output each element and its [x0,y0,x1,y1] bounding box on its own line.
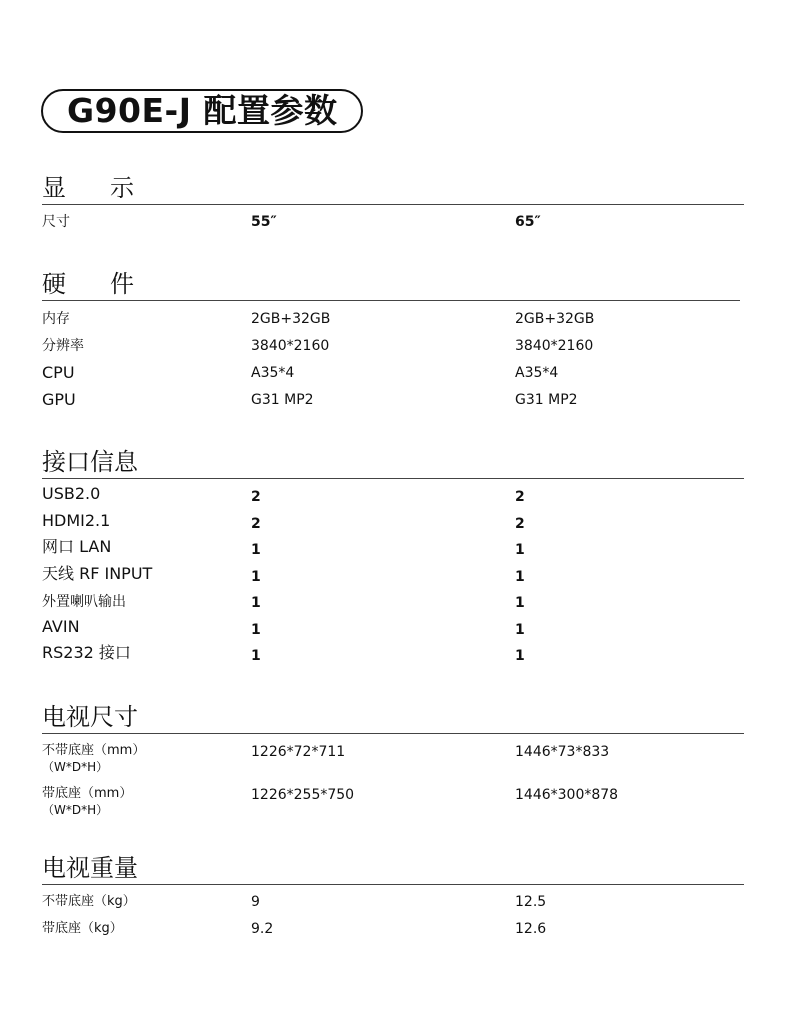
spec-value-65: 2GB+32GB [515,311,595,327]
spec-label: 天线 RF INPUT [42,563,153,583]
section-heading-text: 硬 件 [42,270,144,298]
spec-row-resolution [42,336,594,363]
spec-value-55: 1 [251,621,261,638]
spec-value-65: 12.5 [515,894,547,910]
spec-value-65: 1 [515,568,525,585]
spec-label: 内存 [42,311,70,327]
spec-label: GPU [42,390,76,409]
section-interfaces [42,447,525,670]
spec-label: 不带底座（mm） [42,743,146,758]
spec-label: USB2.0 [42,484,101,503]
section-heading-text: 电视尺寸 [42,703,138,731]
spec-label: 不带底座（kg） [42,894,136,909]
section-divider [42,204,744,205]
spec-value-55: 2 [251,515,261,532]
section-heading [42,269,144,299]
spec-sublabel: （W*D*H） [42,803,109,817]
section-heading [42,447,138,477]
spec-label: RS232 接口 [42,643,131,662]
spec-label: 分辨率 [42,338,84,354]
spec-value-55: 55″ [251,214,277,230]
spec-value-55: 1 [251,648,261,664]
spec-label: CPU [42,363,75,382]
spec-row-memory [42,309,595,336]
spec-value-65: A35*4 [515,365,559,381]
spec-row-rf-input [42,563,525,591]
spec-value-65: 1 [515,595,525,611]
spec-value-65: 2 [515,489,525,505]
spec-label: 网口 LAN [42,537,112,556]
spec-label: 带底座（mm） [42,786,133,801]
spec-rows [42,742,619,828]
spec-value-65: 1 [515,542,525,558]
spec-value-65: 3840*2160 [515,338,594,354]
spec-rows [42,484,525,670]
section-hardware [42,269,595,417]
section-divider [42,300,740,301]
section-heading [42,173,144,203]
spec-row-dim-without-stand [42,742,610,785]
spec-row-weight-with-stand [42,919,547,946]
spec-rows [42,212,541,238]
spec-row-dim-with-stand [42,785,619,828]
spec-value-65: G31 MP2 [515,392,578,408]
spec-sublabel: （W*D*H） [42,760,109,774]
section-heading [42,702,138,732]
section-heading-text: 电视重量 [42,854,138,882]
spec-row-size [42,212,541,238]
spec-label: 尺寸 [42,214,70,230]
spec-value-65: 1446*73*833 [515,744,610,760]
spec-value-55: 1226*72*711 [251,744,346,760]
spec-row-hdmi [42,510,525,538]
spec-label: AVIN [42,616,80,636]
section-heading-text: 显 示 [42,174,144,202]
spec-value-55: 2GB+32GB [251,311,331,327]
spec-value-55: A35*4 [251,365,295,381]
spec-row-weight-without-stand [42,892,547,919]
spec-value-55: G31 MP2 [251,392,314,408]
spec-value-55: 1226*255*750 [251,787,355,803]
spec-value-55: 1 [251,568,261,585]
spec-rows [42,892,547,946]
spec-value-65: 1446*300*878 [515,787,619,803]
spec-value-65: 2 [515,515,525,532]
spec-value-55: 2 [251,489,261,505]
spec-value-55: 3840*2160 [251,338,330,354]
spec-label-group [42,742,145,776]
spec-value-65: 1 [515,648,525,664]
spec-label: 带底座（kg） [42,921,123,936]
spec-value-55: 9 [251,894,260,910]
spec-label: 外置喇叭输出 [42,594,126,610]
spec-row-cpu [42,363,559,390]
spec-rows [42,309,595,417]
spec-row-speaker-out [42,590,525,617]
spec-row-avin [42,616,525,644]
spec-row-lan [42,537,525,564]
page-title: G90E-J 配置参数 [67,91,338,130]
section-tv-dimensions [42,702,619,828]
section-display [42,173,541,238]
section-divider [42,884,744,885]
spec-value-65: 1 [515,621,525,638]
spec-row-usb [42,484,525,511]
section-divider [42,733,744,734]
spec-label: HDMI2.1 [42,510,111,530]
spec-row-rs232 [42,643,525,670]
spec-value-55: 9.2 [251,921,274,937]
section-heading-text: 接口信息 [42,448,138,476]
page-title-badge [41,89,363,133]
spec-row-gpu [42,390,578,417]
spec-value-65: 65″ [515,214,541,230]
section-heading [42,853,138,883]
spec-value-55: 1 [251,542,261,558]
spec-label-group [42,785,132,819]
spec-value-65: 12.6 [515,921,547,937]
section-divider [42,478,744,479]
section-tv-weight [42,853,547,946]
spec-value-55: 1 [251,595,261,611]
